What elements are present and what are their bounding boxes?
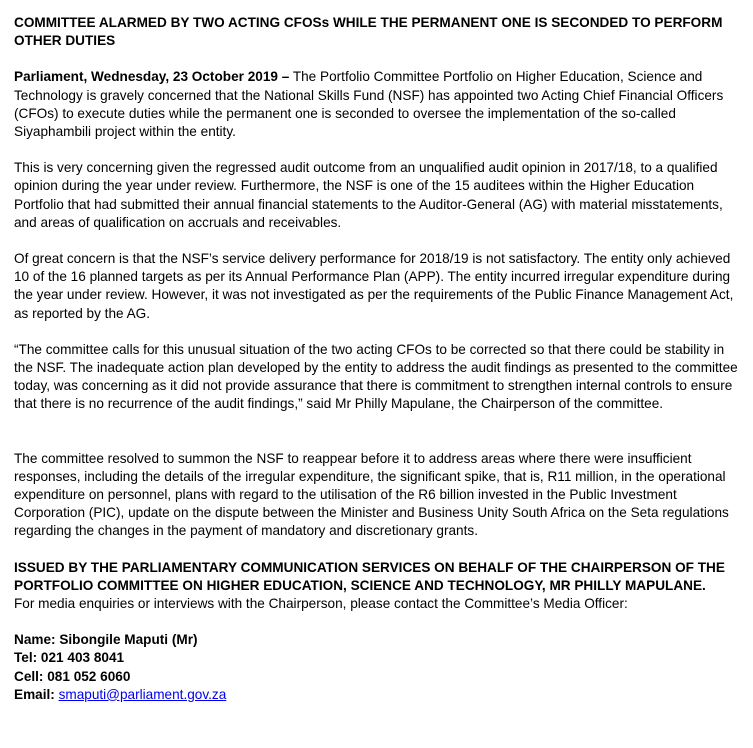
contact-name-text: Name: Sibongile Maputi (Mr) <box>14 632 198 648</box>
contact-block <box>14 631 739 704</box>
paragraph-1 <box>14 68 739 141</box>
media-note: For media enquiries or interviews with the Chairperson, please contact the Committee’s Media Officer: <box>14 596 628 612</box>
contact-cell <box>14 668 739 686</box>
contact-name <box>14 631 739 649</box>
page-title: COMMITTEE ALARMED BY TWO ACTING CFOSs WHILE THE PERMANENT ONE IS SECONDED TO PERFORM OTHER DUTIES <box>14 15 723 49</box>
contact-email <box>14 686 739 704</box>
contact-tel <box>14 649 739 667</box>
contact-cell-text: Cell: 081 052 6060 <box>14 668 131 684</box>
contact-email-label: Email: <box>14 686 55 702</box>
dateline: Parliament, Wednesday, 23 October 2019 – <box>14 69 290 85</box>
contact-tel-text: Tel: 021 403 8041 <box>14 650 125 666</box>
issued-by <box>14 559 739 595</box>
paragraph-3: Of great concern is that the NSF’s service delivery performance for 2018/19 is not satisfactory. The entity only achieved 10 of the 16 planned targets as per its Annual Performance Plan (APP). The entity incurred irregular expenditure during the year under review. However, it was not investigated as per the requirements of the Public Finance Management Act, as reported by the AG. <box>14 251 734 321</box>
paragraph-5: The committee resolved to summon the NSF to reappear before it to address areas where there were insufficient responses, including the details of the irregular expenditure, the significant spike, that is, R11 million, in the operational expenditure on personnel, plans with regard to the utilisation of the R6 billion invested in the Public Investment Corporation (PIC), update on the dispute between the Minister and Business Unity South Africa on the Seta regulations regarding the changes in the payment of mandatory and discretionary grants. <box>14 450 729 539</box>
paragraph-2: This is very concerning given the regressed audit outcome from an unqualified audit opinion in 2017/18, to a qualified opinion during the year under review. Furthermore, the NSF is one of the 15 auditees within the Higher Education Portfolio that had submitted their annual financial statements to the Auditor-General (AG) with material misstatements, and areas of qualification on accruals and receivables. <box>14 160 723 230</box>
paragraph-4-quote: “The committee calls for this unusual situation of the two acting CFOs to be corrected so that there could be stability in the NSF. The inadequate action plan developed by the entity to address the audit findings as presented to the committee today, was concerning as it did not provide assurance that there is commitment to strengthen internal controls to ensure that there is no recurrence of the audit findings,” said Mr Philly Mapulane, the Chairperson of the committee. <box>14 341 738 412</box>
paragraph-1-text: The Portfolio Committee Portfolio on Higher Education, Science and Technology is gravely concerned that the National Skills Fund (NSF) has appointed two Acting Chief Financial Officers (CFOs) to execute duties while the permanent one is seconded to oversee the implementation of the so-called Siyaphambili project within the entity. <box>14 69 724 140</box>
email-link[interactable]: smaputi@parliament.gov.za <box>58 686 227 702</box>
issued-by-text: ISSUED BY THE PARLIAMENTARY COMMUNICATION SERVICES ON BEHALF OF THE CHAIRPERSON OF THE PORTFOLIO COMMITTEE ON HIGHER EDUCATION, SCIENCE AND TECHNOLOGY, MR PHILLY MAPULANE. <box>14 559 725 593</box>
